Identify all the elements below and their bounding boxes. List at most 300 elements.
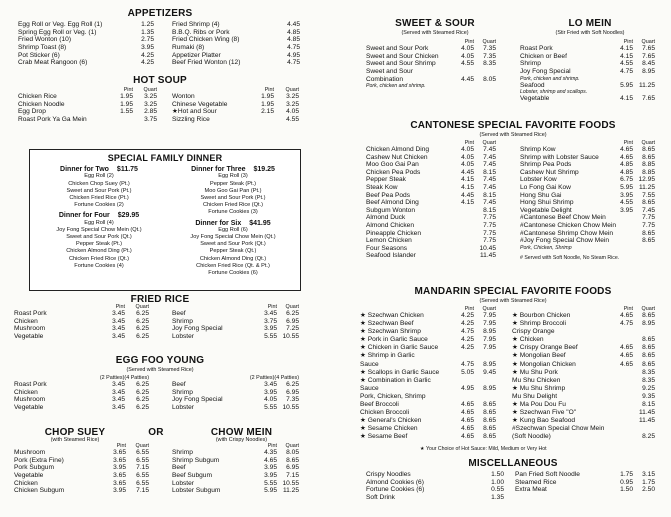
- dinner-item: Pepper Steak (Pt.): [209, 180, 256, 187]
- item-name: Lobster Subgum: [172, 487, 221, 495]
- item-name: B.B.Q. Ribs or Pork: [172, 28, 230, 36]
- item-pint-price: 3.45: [112, 325, 125, 333]
- dinner-item: Chicken Fried Rice (Qt.): [203, 202, 263, 209]
- quart-header: Quart: [135, 443, 149, 449]
- item-name: Egg Drop: [18, 108, 46, 116]
- item-price: 1.35: [491, 494, 504, 502]
- cantonese-right: [520, 141, 660, 262]
- item-pint-price: 1.95: [261, 93, 274, 100]
- item-quart-price: 6.25: [136, 404, 149, 412]
- item-pint-price: 3.95: [113, 487, 126, 495]
- item-price: 4.25: [141, 59, 154, 67]
- item-note: Pork, Chicken, Shrimp: [520, 244, 572, 251]
- item-pint-price: 3.95: [620, 206, 633, 214]
- item-name: Shrimp: [172, 317, 193, 325]
- item-pint-price: 4.15: [461, 176, 474, 184]
- item-name: Roast Pork: [14, 310, 47, 317]
- item-name: Shrimp Toast (8): [18, 44, 67, 52]
- dinner-price: $29.95: [117, 212, 140, 220]
- pint-header: Pint: [623, 39, 633, 45]
- item-name: ★ Szechwan Chicken: [360, 312, 424, 319]
- item-name: Spring Egg Roll or Veg. (1): [18, 28, 97, 36]
- item-name: Beef: [172, 381, 186, 388]
- item-name: Mu Shu Delight: [512, 392, 558, 400]
- item-price: 4.75: [287, 59, 300, 67]
- item-name: Shrimp with Lobster Sauce: [520, 153, 599, 161]
- item-pint-price: 3.95: [264, 388, 277, 396]
- pint-header: Pint: [464, 39, 474, 45]
- quart-header: Quart: [285, 87, 299, 93]
- item-name: Crispy Orange: [512, 328, 555, 336]
- sweet-sour-subtitle: (Served with Steamed Rice): [401, 30, 469, 36]
- mandarin-title: MANDARIN SPECIAL FAVORITE FOODS: [414, 286, 612, 297]
- dinner-item: Chicken Fried Rice (Qt.): [69, 255, 129, 262]
- item-quart-price: 7.45: [483, 176, 496, 184]
- item-quart-price: 8.85: [642, 161, 655, 169]
- item-name: ★ Shrimp in Garlic: [360, 352, 415, 360]
- item-quart-price: 6.25: [136, 396, 149, 404]
- item-pint-price: 3.45: [112, 388, 125, 396]
- item-quart-price: 6.25: [136, 310, 149, 317]
- dinner-item: Fortune Cookies (3): [208, 209, 258, 216]
- item-quart-price: 6.25: [136, 325, 149, 333]
- chop-suey-subtitle: (with Steamed Rice): [50, 437, 100, 443]
- item-quart-price: 8.65: [642, 360, 655, 368]
- item-pint-price: 5.95: [620, 81, 633, 89]
- egg-foo-young-title: EGG FOO YOUNG: [115, 355, 205, 366]
- item-pint-price: 4.05: [264, 396, 277, 404]
- item-name: Pork Subgum: [14, 464, 54, 472]
- item-quart-price: 11.25: [282, 487, 299, 495]
- quart-header: Quart: [482, 306, 496, 312]
- item-quart-price: 8.65: [642, 199, 655, 207]
- item-name: Beef Broccoli: [360, 401, 399, 409]
- item-name: Cashew Nut Shrimp: [520, 168, 579, 176]
- item-pint-price: 1.50: [620, 486, 633, 494]
- item-name: Shrimp Pea Pods: [520, 161, 572, 169]
- item-name: Extra Meat: [515, 486, 547, 494]
- item-quart-price: 7.95: [483, 344, 496, 352]
- item-quart-price: 7.65: [642, 45, 655, 52]
- item-name: Chicken or Beef: [520, 52, 567, 60]
- pint-header: Pint: [267, 304, 277, 310]
- menu-item-row: [360, 434, 504, 442]
- dinner-price: $41.95: [249, 219, 271, 227]
- item-pint-price: 4.65: [461, 433, 474, 441]
- item-price: 4.95: [287, 51, 300, 59]
- item-pint-price: 1.95: [120, 100, 133, 108]
- item-name: Almond Chicken: [366, 221, 415, 229]
- menu-item-row: [14, 488, 154, 496]
- item-pint-price: 3.45: [112, 310, 125, 317]
- menu-item-row: [366, 253, 504, 261]
- dinner-item: Egg Roll (2): [84, 173, 114, 180]
- item-name: Joy Fong Special: [520, 68, 571, 76]
- item-name: Chicken Pea Pods: [366, 168, 421, 176]
- item-name: Lobster: [172, 333, 194, 341]
- item-quart-price: 6.55: [136, 472, 149, 480]
- item-name: Lobster: [172, 404, 194, 412]
- item-quart-price: 8.35: [642, 376, 655, 384]
- item-pint-price: 4.15: [461, 183, 474, 191]
- item-quart-price: 3.25: [286, 93, 299, 100]
- item-pint-price: 4.45: [461, 75, 474, 83]
- item-quart-price: 11.25: [638, 183, 655, 191]
- menu-item-row: [172, 334, 304, 342]
- item-pint-price: 4.15: [461, 199, 474, 207]
- item-quart-price: 6.95: [286, 317, 299, 325]
- item-quart-price: 6.55: [136, 456, 149, 464]
- item-name: ★ Ma Pou Dou Fu: [512, 401, 566, 409]
- item-pint-price: 4.65: [264, 456, 277, 464]
- item-quart-price: 8.65: [483, 401, 496, 409]
- item-quart-price: 11.25: [638, 81, 655, 89]
- item-name: Beef: [172, 464, 186, 472]
- item-quart-price: 8.35: [642, 368, 655, 376]
- item-pint-price: 4.65: [620, 360, 633, 368]
- item-name: #Cantonese Beef Chow Mein: [520, 214, 606, 222]
- item-pint-price: 4.05: [461, 45, 474, 52]
- pint-header: Pint: [116, 443, 126, 449]
- item-quart-price: 7.75: [483, 237, 496, 245]
- cantonese-subtitle: (Served with Steamed Rice): [479, 132, 547, 138]
- item-quart-price: 3.75: [144, 116, 157, 124]
- item-name: Four Seasons: [366, 244, 408, 252]
- item-name: Chicken Subgum: [14, 487, 65, 495]
- item-note: Pork, chicken and shrimp.: [520, 75, 580, 82]
- item-name: Chicken: [14, 388, 38, 396]
- item-quart-price: 8.65: [642, 344, 655, 352]
- lo-mein-section: [520, 40, 660, 104]
- dinner-price: $19.25: [253, 166, 275, 173]
- dinner-item: Joy Fong Special Chow Mein (Qt.): [56, 226, 142, 233]
- item-quart-price: 7.75: [483, 229, 496, 237]
- item-name: ★ Bourbon Chicken: [512, 312, 571, 319]
- item-quart-price: 7.15: [136, 464, 149, 472]
- item-pint-price: 4.75: [620, 320, 633, 328]
- item-quart-price: 6.25: [136, 333, 149, 341]
- item-quart-price: 11.45: [479, 252, 496, 260]
- item-quart-price: 8.05: [286, 449, 299, 456]
- item-name: ★ Combination in Garlic: [360, 376, 431, 384]
- item-quart-price: 7.45: [483, 199, 496, 207]
- item-quart-price: 8.65: [642, 312, 655, 319]
- item-name: Sauce: [360, 384, 379, 392]
- item-name: ★ Kung Bao Seafood: [512, 417, 576, 425]
- egg-foo-young-subtitle: (Served with Steamed Rice): [126, 367, 194, 373]
- item-name: Vegetable: [14, 404, 44, 412]
- item-quart-price: 2.50: [642, 486, 655, 494]
- item-note: Lobster, shrimp and scallops.: [520, 89, 588, 96]
- item-name: (Soft Noodle): [512, 433, 551, 441]
- item-pint-price: 4.15: [620, 52, 633, 60]
- item-quart-price: 12.95: [638, 176, 655, 184]
- item-pint-price: 3.45: [112, 333, 125, 341]
- pint-header: Pint: [123, 87, 133, 93]
- item-name: Sweet and Sour Chicken: [366, 52, 439, 60]
- item-name: Sweet and Sour Shrimp: [366, 60, 436, 68]
- item-name: ★ Shrimp Broccoli: [512, 320, 566, 328]
- item-name: #Cantonese Shrimp Chow Mein: [520, 229, 614, 237]
- item-quart-price: 4.55: [286, 116, 299, 124]
- item-name: #Szechwan Special Chow Mein: [512, 425, 605, 433]
- item-quart-price: 8.65: [483, 409, 496, 417]
- item-name: Vegetable: [14, 333, 44, 341]
- item-quart-price: 7.95: [483, 320, 496, 328]
- dinner-item: Sweet and Sour Pork (Qt.): [66, 234, 132, 241]
- dinner-item: Pepper Steak (Qt.): [209, 248, 257, 255]
- dinner-item: Chicken Almond Ding (Pt.): [66, 248, 132, 255]
- item-name: Pan Fried Soft Noodle: [515, 471, 580, 478]
- fried-rice-section: [14, 305, 306, 349]
- pint-header: Pint: [464, 306, 474, 312]
- item-pint-price: 4.75: [620, 68, 633, 76]
- item-pint-price: 4.45: [461, 168, 474, 176]
- lo-mein-subtitle: (Stir Fried with Soft Noodles): [555, 30, 625, 36]
- menu-item-row: [14, 405, 154, 413]
- item-quart-price: 8.65: [483, 433, 496, 441]
- item-quart-price: 8.95: [642, 68, 655, 76]
- item-name: Crab Meat Rangoon (6): [18, 59, 88, 67]
- item-quart-price: 8.15: [483, 191, 496, 199]
- item-name: Hong Shu Gai: [520, 191, 562, 199]
- item-pint-price: 4.65: [461, 417, 474, 425]
- item-quart-price: 10.55: [282, 404, 299, 412]
- dinner-item: Sweet and Sour Pork (Pt.): [66, 187, 132, 194]
- item-name: Pot Sticker (6): [18, 51, 60, 59]
- family-dinner-box: [29, 149, 301, 291]
- menu-item-row: [366, 77, 504, 85]
- item-quart-price: 8.65: [286, 456, 299, 464]
- item-name: Beef Fried Wonton (12): [172, 59, 241, 67]
- menu-item-row: [520, 54, 660, 62]
- item-pint-price: 4.65: [620, 352, 633, 360]
- item-pint-price: 5.55: [264, 333, 277, 341]
- dinner-item: Moo Goo Gai Pan (Pt.): [204, 187, 262, 194]
- item-quart-price: 7.35: [483, 45, 496, 52]
- lo-mein-title: LO MEIN: [568, 18, 612, 29]
- item-name: ★ Scallops in Garlic Sauce: [360, 368, 440, 376]
- item-quart-price: 7.15: [136, 487, 149, 495]
- left-column: [14, 0, 306, 495]
- item-name: Pepper Steak: [366, 176, 406, 184]
- item-name: ★ Szechwan Beef: [360, 320, 414, 328]
- item-quart-price: 8.95: [483, 360, 496, 368]
- item-pint-price: 4.15: [620, 45, 633, 52]
- item-name: ★ Mongolian Beef: [512, 352, 566, 360]
- item-name: Chicken Noodle: [18, 100, 65, 108]
- item-pint-price: 4.65: [620, 146, 633, 153]
- item-price: 1.35: [141, 28, 154, 36]
- menu-item-row: [515, 487, 660, 495]
- item-quart-price: 3.25: [286, 100, 299, 108]
- item-quart-price: 11.45: [638, 417, 655, 425]
- item-name: Pork, Chicken, Shrimp: [360, 392, 426, 400]
- item-pint-price: 4.75: [461, 360, 474, 368]
- item-quart-price: 7.25: [286, 325, 299, 333]
- item-name: ★ Crispy Orange Beef: [512, 344, 578, 352]
- item-name: Joy Fong Special: [172, 325, 223, 333]
- item-pint-price: 4.35: [264, 449, 277, 456]
- item-name: ★Hot and Sour: [172, 108, 217, 116]
- item-name: Shrimp: [172, 388, 193, 396]
- item-price: 4.25: [141, 51, 154, 59]
- item-name: Seafood Islander: [366, 252, 416, 260]
- item-quart-price: 6.55: [136, 449, 149, 456]
- menu-item-row: [172, 405, 304, 413]
- dinner-item: Fortune Cookies (6): [208, 270, 258, 277]
- item-pint-price: 4.65: [461, 425, 474, 433]
- quart-header: Quart: [285, 443, 299, 449]
- dinner-item: Egg Roll (3): [218, 173, 248, 180]
- item-quart-price: 8.95: [642, 320, 655, 328]
- item-name: Chicken: [14, 317, 38, 325]
- item-pint-price: 3.65: [113, 456, 126, 464]
- dinner-item: Egg Roll (4): [84, 219, 114, 226]
- item-name: ★ Szechwan Shrimp: [360, 328, 421, 336]
- item-pint-price: 4.05: [461, 161, 474, 169]
- item-quart-price: 6.25: [286, 310, 299, 317]
- item-name: Appetizer Platter: [172, 51, 221, 59]
- item-name: Chicken Broccoli: [360, 409, 410, 417]
- item-pint-price: 3.95: [620, 191, 633, 199]
- dinner-item: Egg Roll (6): [218, 226, 248, 233]
- item-quart-price: 8.95: [483, 384, 496, 392]
- item-name: Vegetable: [14, 472, 44, 480]
- item-pint-price: 5.05: [461, 368, 474, 376]
- item-name: Shrimp Subgum: [172, 456, 220, 464]
- item-quart-price: 7.45: [483, 161, 496, 169]
- item-pint-price: 4.05: [461, 52, 474, 60]
- item-quart-price: 8.25: [642, 433, 655, 441]
- item-quart-price: 6.25: [136, 317, 149, 325]
- item-price: 4.45: [287, 21, 300, 28]
- quart-header: Quart: [641, 306, 655, 312]
- item-quart-price: 10.55: [282, 333, 299, 341]
- item-name: Pineapple Chicken: [366, 229, 421, 237]
- item-price: 3.95: [141, 44, 154, 52]
- item-quart-price: 7.65: [642, 52, 655, 60]
- pint-header: Pint: [115, 304, 125, 310]
- item-pint-price: 3.45: [112, 396, 125, 404]
- item-pint-price: 4.65: [620, 153, 633, 161]
- item-name: Chicken: [14, 479, 38, 487]
- menu-item-row: [172, 117, 304, 125]
- item-quart-price: 8.65: [642, 229, 655, 237]
- item-quart-price: 1.75: [642, 478, 655, 486]
- sweet-sour-section: [366, 40, 504, 90]
- item-name: Beef: [172, 310, 186, 317]
- item-name: Shrimp: [172, 449, 193, 456]
- menu-item-row: [520, 83, 660, 91]
- item-quart-price: 6.25: [136, 381, 149, 388]
- item-name: ★ Chicken: [512, 336, 544, 344]
- item-name: Crispy Noodles: [366, 471, 411, 478]
- item-pint-price: 4.25: [461, 344, 474, 352]
- item-quart-price: 7.35: [286, 396, 299, 404]
- dinner-label: Dinner for Six: [195, 219, 242, 227]
- family-dinner-block: [34, 166, 164, 209]
- item-name: Sauce: [360, 360, 379, 368]
- item-pint-price: 0.95: [620, 478, 633, 486]
- item-quart-price: 8.65: [642, 336, 655, 344]
- quart-header: Quart: [641, 140, 655, 146]
- item-pint-price: 3.45: [112, 381, 125, 388]
- item-name: Wonton: [172, 93, 195, 100]
- item-pint-price: 3.75: [264, 317, 277, 325]
- item-quart-price: 7.45: [483, 146, 496, 153]
- item-name: Chicken Rice: [18, 93, 57, 100]
- item-quart-price: 7.75: [483, 214, 496, 222]
- item-quart-price: 10.55: [282, 479, 299, 487]
- menu-item-row: [18, 60, 158, 68]
- item-quart-price: 7.95: [483, 336, 496, 344]
- dinner-item: Pepper Steak (Pt.): [75, 241, 122, 248]
- quart-header: Quart: [285, 304, 299, 310]
- family-dinner-title: SPECIAL FAMILY DINNER: [107, 153, 223, 163]
- item-name: Steamed Rice: [515, 478, 557, 486]
- item-pint-price: 4.05: [461, 153, 474, 161]
- quart-header: Quart: [641, 39, 655, 45]
- item-quart-price: 7.45: [483, 183, 496, 191]
- dinner-item: Fortune Cookies (4): [74, 262, 124, 269]
- item-pint-price: 6.75: [620, 176, 633, 184]
- item-pint-price: 4.95: [461, 384, 474, 392]
- dinner-item: Chicken Almond Ding (Qt.): [199, 255, 267, 262]
- item-pint-price: 4.55: [620, 60, 633, 68]
- item-name: Shrimp Kow: [520, 146, 556, 153]
- item-quart-price: 7.75: [642, 221, 655, 229]
- item-name: ★ Szechwan Five "O": [512, 409, 577, 417]
- item-name: Subgum Wonton: [366, 206, 415, 214]
- item-pint-price: 5.55: [264, 479, 277, 487]
- item-pint-price: 1.55: [120, 108, 133, 116]
- item-pint-price: 3.95: [264, 472, 277, 480]
- misc-right: [515, 472, 660, 495]
- menu-item-row: [520, 69, 660, 77]
- item-name: Beef Subgum: [172, 472, 212, 480]
- item-pint-price: 4.25: [461, 320, 474, 328]
- item-quart-price: 7.75: [642, 214, 655, 222]
- item-quart-price: 8.65: [642, 237, 655, 245]
- item-quart-price: 7.75: [483, 221, 496, 229]
- item-name: Almond Duck: [366, 214, 406, 222]
- item-quart-price: 7.55: [642, 191, 655, 199]
- item-quart-price: 9.45: [483, 368, 496, 376]
- item-price: 0.55: [491, 486, 504, 494]
- item-name: Mushroom: [14, 325, 46, 333]
- item-pint-price: 4.45: [461, 191, 474, 199]
- item-pint-price: 1.95: [120, 93, 133, 100]
- item-quart-price: 4.05: [286, 108, 299, 116]
- item-quart-price: 7.15: [286, 472, 299, 480]
- item-name: ★ General's Chicken: [360, 417, 422, 425]
- quart-header: Quart: [482, 39, 496, 45]
- item-pint-price: 1.95: [261, 100, 274, 108]
- cantonese-left: [366, 141, 504, 261]
- item-pint-price: 4.55: [461, 60, 474, 68]
- egg-foo-young-section: [14, 376, 306, 422]
- item-quart-price: 2.85: [144, 108, 157, 116]
- cantonese-title: CANTONESE SPECIAL FAVORITE FOODS: [410, 120, 616, 131]
- item-pint-price: 4.65: [461, 401, 474, 409]
- item-name: Lo Fong Gai Kow: [520, 183, 571, 191]
- dinner-item: Fortune Cookies (2): [74, 202, 124, 209]
- item-quart-price: 7.65: [642, 95, 655, 103]
- or-label: OR: [148, 427, 164, 438]
- item-quart-price: 8.15: [642, 401, 655, 409]
- item-name: Almond Cookies (6): [366, 478, 424, 486]
